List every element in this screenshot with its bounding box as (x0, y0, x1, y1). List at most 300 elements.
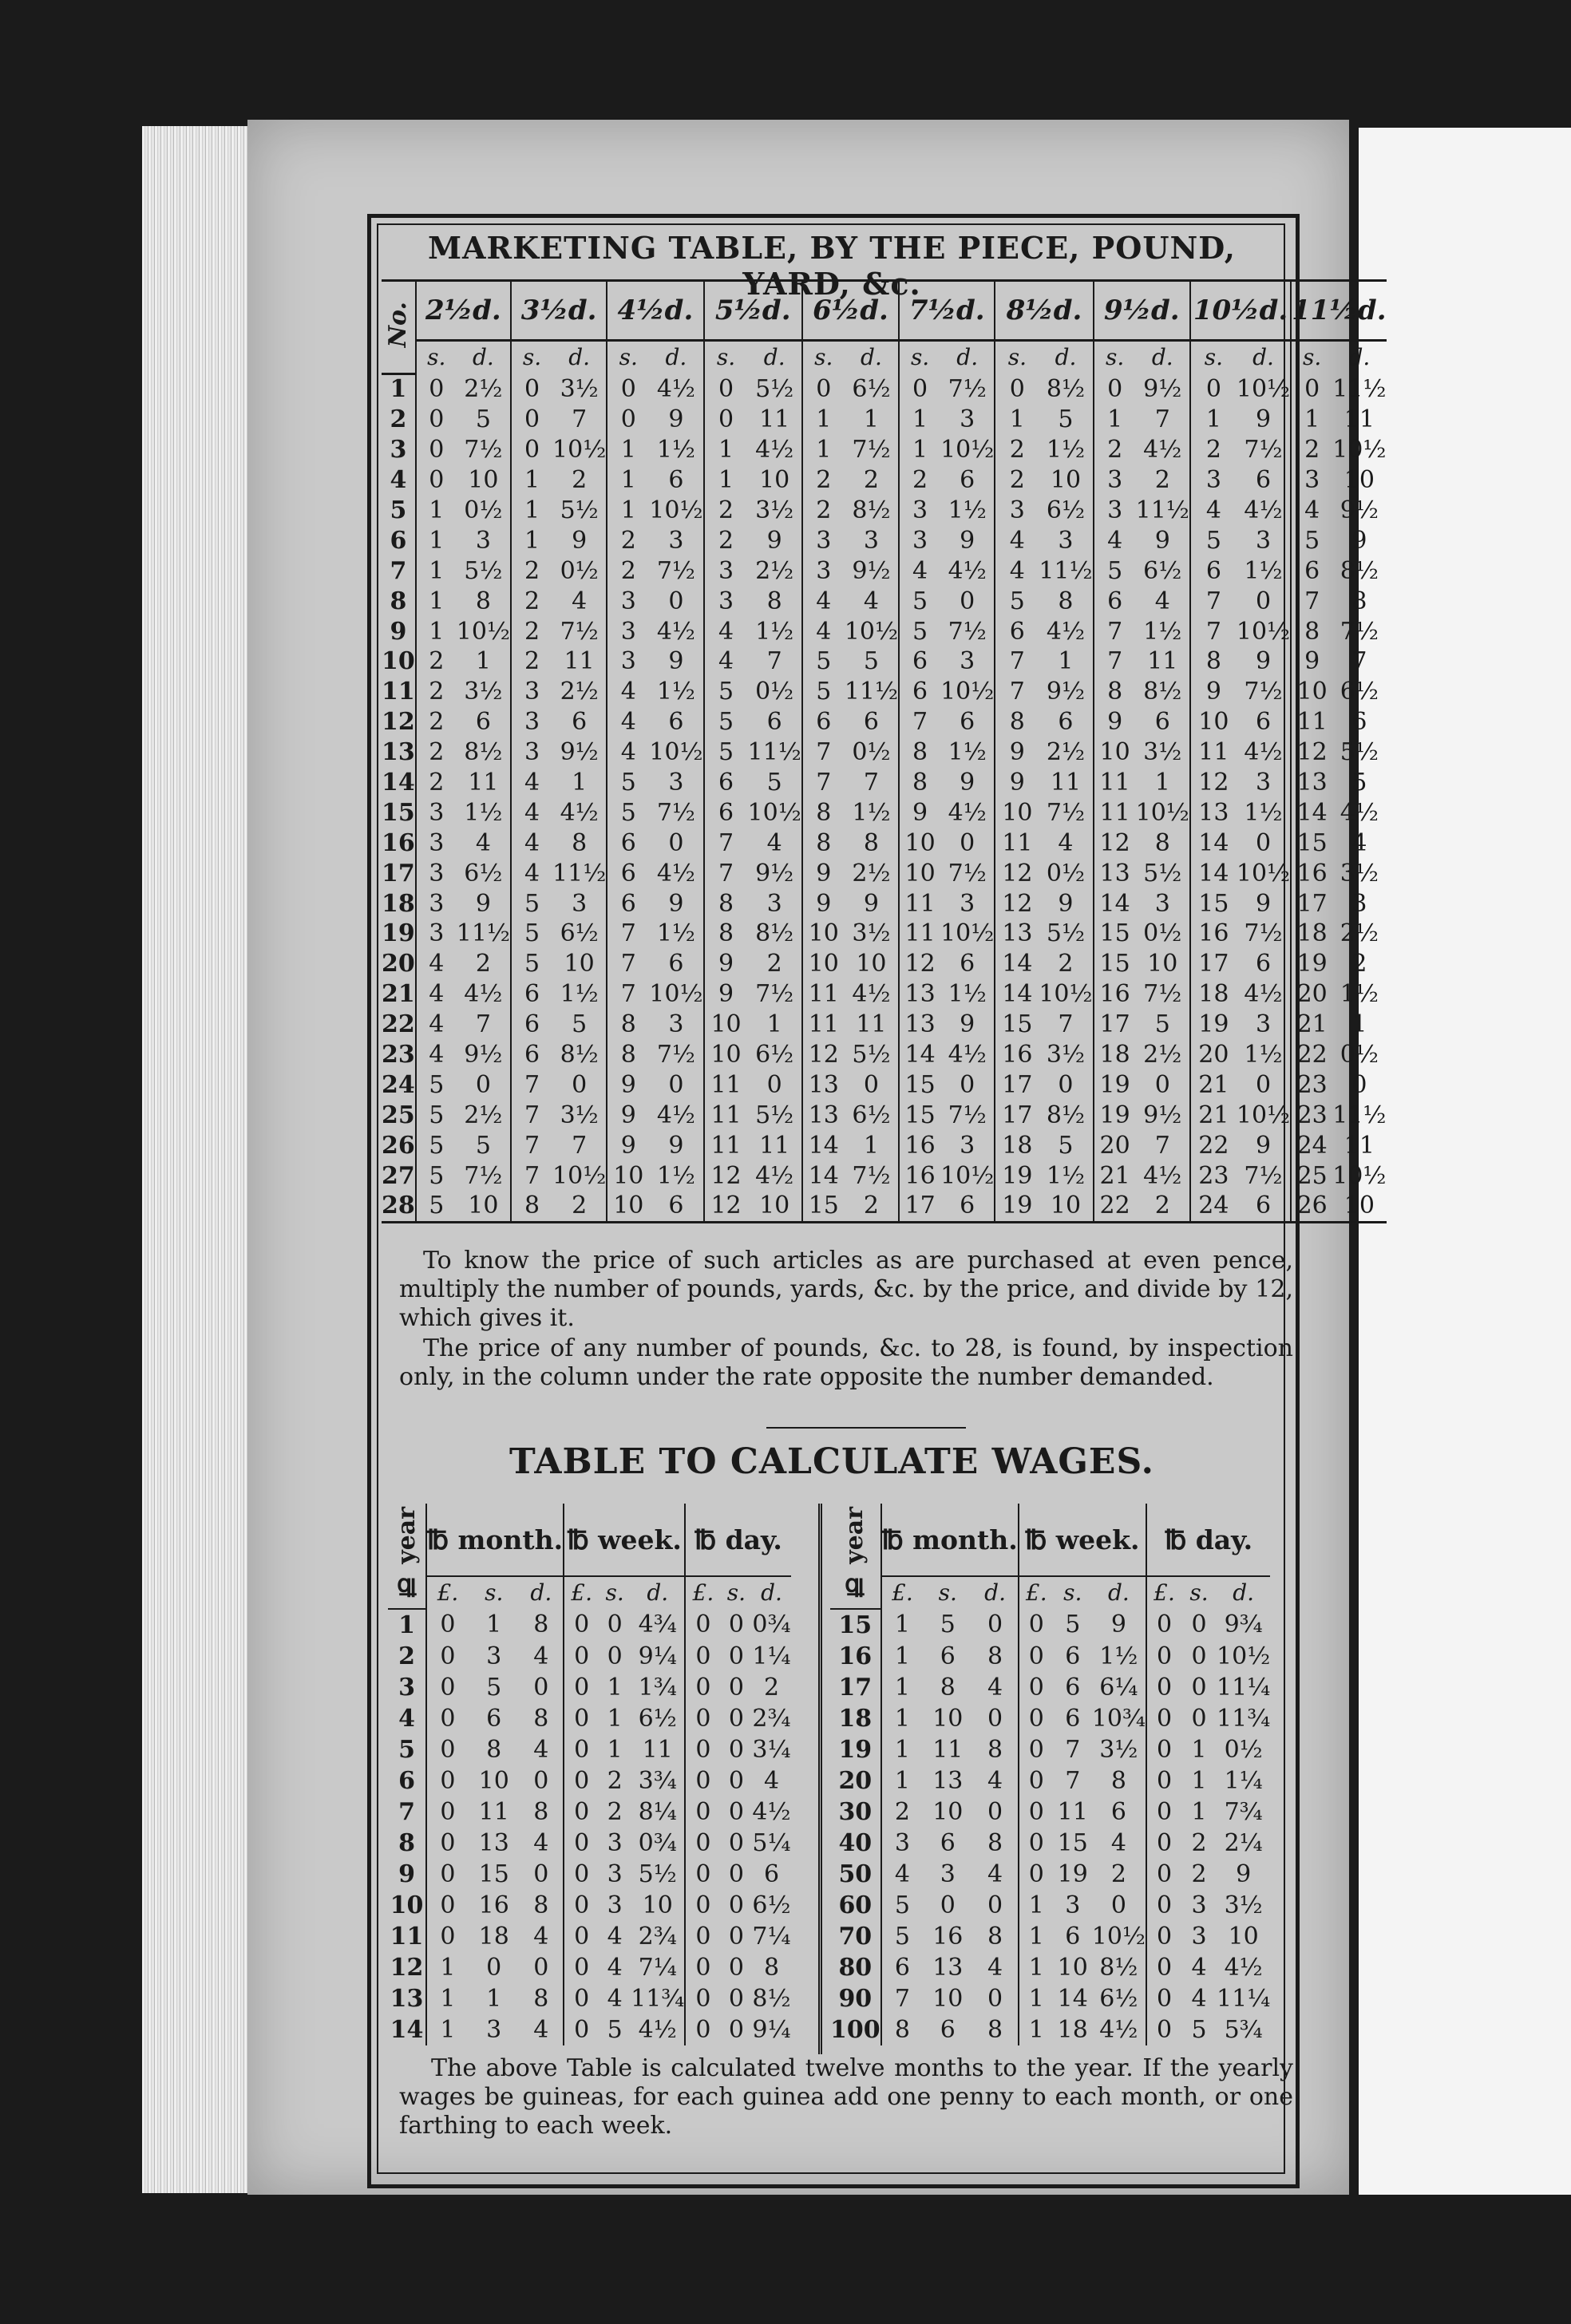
cell-shillings: 4 (995, 526, 1039, 556)
wage-value: 15 (478, 1860, 509, 1888)
cell-shillings: 1 (607, 465, 649, 496)
wage-value: 0 (1019, 1765, 1054, 1796)
cell-pence: 6 (766, 708, 782, 737)
row-number: 18 (382, 889, 415, 918)
wage-value: 10 (642, 1891, 673, 1919)
wage-value: 0 (1146, 1890, 1181, 1921)
cell-shillings: 7 (607, 949, 649, 979)
wage-value: 6 (940, 1828, 956, 1857)
per-day-header: ℔ day. (685, 1504, 790, 1576)
cell-pence: 5½ (464, 556, 503, 585)
wage-value: 1 (1019, 1890, 1054, 1921)
wage-value: 11 (642, 1735, 673, 1764)
cell-shillings: 2 (607, 556, 649, 587)
cell-shillings: 1 (607, 435, 649, 465)
cell-pence: 1½ (948, 496, 987, 524)
wage-value: 8 (533, 1797, 549, 1826)
cell-shillings: 1 (511, 465, 552, 496)
year-amount: 2 (398, 1642, 415, 1670)
table-row (382, 1010, 1387, 1040)
wage-value: 2 (881, 1796, 924, 1828)
cell-shillings: 4 (607, 677, 649, 707)
wage-value: 0 (685, 1796, 720, 1828)
wage-value: 0 (1146, 2014, 1181, 2045)
cell-pence: 2 (863, 466, 879, 495)
cell-shillings: 11 (899, 889, 940, 919)
cell-shillings: 24 (1291, 1131, 1332, 1161)
wage-value: 9¼ (752, 2015, 791, 2044)
cell-shillings: 4 (511, 859, 552, 889)
wage-value: 8 (763, 1953, 780, 1982)
cell-pence: 10½ (456, 617, 511, 646)
wage-value: 0 (1146, 1703, 1181, 1734)
cell-pence: 7½ (948, 859, 987, 887)
table-row (382, 828, 1387, 859)
cell-pence: 10 (457, 1192, 511, 1223)
wage-value: 7¼ (638, 1953, 677, 1982)
cell-shillings: 12 (1094, 828, 1136, 859)
wage-value: 14 (1057, 1984, 1088, 2013)
wage-value: 1 (881, 1765, 924, 1796)
cell-shillings: 23 (1291, 1101, 1332, 1131)
wage-value: 0 (728, 1673, 744, 1702)
wage-value: 3 (486, 1642, 502, 1670)
cell-pence: 5½ (1143, 859, 1182, 887)
cell-shillings: 6 (607, 859, 649, 889)
cell-shillings: 8 (802, 828, 845, 859)
cell-pence: 9½ (755, 859, 794, 887)
cell-pence: 5 (572, 1010, 588, 1039)
wage-value: 0 (685, 1859, 720, 1890)
cell-shillings: 4 (802, 587, 845, 617)
cell-shillings: 6 (511, 1010, 552, 1040)
cell-shillings: 6 (704, 798, 748, 828)
wage-value: 2¾ (752, 1704, 791, 1733)
cell-pence: 6 (668, 708, 684, 737)
cell-pence: 7½ (1244, 678, 1283, 706)
cell-pence: 10 (1332, 1192, 1386, 1223)
unit-d: d. (1233, 1579, 1255, 1606)
table-row (382, 979, 1387, 1010)
year-amount: 7 (398, 1797, 415, 1826)
cell-shillings: 18 (995, 1131, 1039, 1161)
cell-pence: 10½ (649, 496, 703, 524)
cell-shillings: 9 (1291, 647, 1332, 678)
cell-pence: 10 (564, 950, 595, 978)
row-number: 24 (382, 1070, 415, 1099)
cell-shillings: 0 (899, 374, 940, 405)
cell-pence: 6½ (852, 1101, 891, 1129)
cell-pence: 4½ (656, 1101, 695, 1129)
cell-pence: 2½ (1143, 1041, 1182, 1069)
year-amount: 1 (398, 1611, 415, 1639)
cell-pence: 3 (960, 647, 975, 676)
cell-shillings: 3 (704, 587, 748, 617)
wage-value: 4 (987, 1860, 1003, 1888)
cell-shillings: 0 (416, 405, 457, 435)
cell-pence: 4½ (1143, 436, 1182, 464)
cell-shillings: 8 (607, 1040, 649, 1070)
wage-value: 8 (987, 1828, 1003, 1857)
cell-pence: 7½ (1143, 980, 1182, 1009)
wage-value: 2 (1191, 1828, 1207, 1857)
table-row (388, 1890, 791, 1921)
row-number: 21 (382, 980, 415, 1009)
wage-value: 9 (1236, 1860, 1252, 1888)
wage-value: 10½ (1091, 1922, 1146, 1951)
cell-pence: 5½ (852, 1041, 891, 1069)
table-row (830, 1672, 1270, 1703)
cell-pence: 7 (863, 769, 879, 797)
cell-shillings: 0 (704, 374, 748, 405)
cell-pence: 11 (564, 647, 595, 676)
row-number: 19 (382, 919, 415, 948)
table-row (382, 465, 1387, 496)
cell-shillings: 17 (899, 1192, 940, 1223)
wage-value: 6 (1065, 1922, 1081, 1951)
unit-s: s. (1094, 341, 1136, 374)
cell-pence: 0 (1154, 1070, 1170, 1099)
cell-shillings: 3 (416, 889, 457, 919)
cell-shillings: 2 (1094, 435, 1136, 465)
wage-value: 11 (1057, 1797, 1088, 1826)
wage-value: 9 (1110, 1611, 1126, 1638)
wage-value: 5¾ (1224, 2015, 1263, 2044)
table-row (388, 1859, 791, 1890)
cell-shillings: 2 (416, 707, 457, 737)
cell-pence: 3 (960, 889, 975, 918)
cell-pence: 3½ (1340, 859, 1379, 887)
wage-value: 4 (763, 1766, 780, 1795)
cell-pence: 1½ (1340, 980, 1379, 1009)
wage-value: 10½ (1217, 1642, 1271, 1670)
cell-pence: 3 (960, 405, 975, 434)
cell-shillings: 21 (1291, 1010, 1332, 1040)
cell-pence: 6 (1237, 1192, 1291, 1223)
year-amount: 5 (398, 1735, 415, 1764)
cell-shillings: 8 (1094, 677, 1136, 707)
cell-shillings: 12 (704, 1192, 748, 1223)
wage-value: 4 (607, 1953, 623, 1982)
cell-shillings: 5 (416, 1131, 457, 1161)
wages-table-title: TABLE TO CALCULATE WAGES. (509, 1441, 1154, 1482)
cell-pence: 7½ (656, 798, 695, 827)
cell-pence: 0 (668, 828, 684, 857)
cell-pence: 6½ (1143, 556, 1182, 585)
cell-pence: 10 (1050, 466, 1082, 495)
wage-value: 5 (940, 1611, 956, 1638)
cell-pence: 3 (960, 1131, 975, 1160)
wage-value: 0¾ (752, 1611, 791, 1638)
row-number: 16 (382, 828, 415, 857)
cell-shillings: 7 (995, 677, 1039, 707)
cell-pence: 3 (1255, 769, 1272, 797)
cell-pence: 9 (1255, 647, 1272, 676)
wage-value: 5 (486, 1673, 502, 1702)
wage-value: 5 (881, 1921, 924, 1952)
cell-shillings: 7 (511, 1161, 552, 1192)
cell-pence: 0 (960, 587, 975, 615)
wage-value: 0 (1019, 1796, 1054, 1828)
unit-d: d. (1252, 344, 1274, 370)
wage-value: 1 (607, 1735, 623, 1764)
cell-pence: 10½ (940, 1161, 995, 1190)
cell-shillings: 15 (899, 1070, 940, 1101)
unit-d: d. (568, 344, 591, 370)
wage-value: 4 (987, 1673, 1003, 1702)
wage-value: 10 (932, 1797, 964, 1826)
cell-shillings: 14 (995, 949, 1039, 979)
cell-shillings: 5 (899, 587, 940, 617)
cell-pence: 6½ (852, 374, 891, 403)
cell-shillings: 3 (1190, 465, 1237, 496)
row-number: 6 (390, 526, 407, 555)
row-number: 25 (382, 1101, 415, 1129)
wage-value: 6 (940, 1642, 956, 1670)
table-row (388, 1703, 791, 1734)
wage-value: 8¼ (638, 1797, 677, 1826)
cell-pence: 9½ (1046, 678, 1086, 706)
table-row (382, 1131, 1387, 1161)
cell-pence: 9 (572, 526, 588, 555)
wage-value: 4½ (638, 2015, 677, 2044)
cell-pence: 0½ (1340, 1041, 1379, 1069)
wage-value: 0 (533, 1953, 549, 1982)
row-number: 20 (382, 950, 415, 978)
unit-l: £. (564, 1576, 599, 1609)
wage-value: 0 (685, 2014, 720, 2045)
cell-shillings: 0 (1190, 374, 1237, 405)
cell-shillings: 9 (995, 737, 1039, 768)
cell-shillings: 1 (416, 556, 457, 587)
cell-pence: 10½ (747, 798, 801, 827)
row-number: 23 (382, 1041, 415, 1069)
per-month-header: ℔ month. (426, 1504, 564, 1576)
rate-header: 3½d. (511, 281, 607, 341)
cell-pence: 8½ (1143, 678, 1182, 706)
cell-pence: 8 (863, 828, 879, 857)
cell-shillings: 2 (416, 737, 457, 768)
wage-value: 1 (881, 1703, 924, 1734)
cell-shillings: 10 (899, 859, 940, 889)
cell-shillings: 17 (995, 1070, 1039, 1101)
cell-shillings: 3 (704, 556, 748, 587)
cell-pence: 2½ (1046, 738, 1086, 767)
cell-shillings: 7 (607, 979, 649, 1010)
cell-pence: 8 (475, 587, 491, 615)
cell-shillings: 19 (1190, 1010, 1237, 1040)
wage-value: 0 (987, 1704, 1003, 1733)
cell-pence: 9 (1058, 889, 1074, 918)
wage-value: 0 (564, 1952, 599, 1983)
cell-pence: 6 (475, 708, 491, 737)
cell-pence: 0½ (852, 738, 891, 767)
wage-value: 6 (1065, 1673, 1081, 1702)
year-amount: 8 (398, 1828, 415, 1857)
cell-shillings: 13 (899, 1010, 940, 1040)
cell-shillings: 11 (704, 1070, 748, 1101)
wage-value: 7¼ (752, 1922, 791, 1951)
cell-pence: 4 (766, 828, 782, 857)
row-number: 5 (390, 496, 407, 524)
cell-shillings: 13 (802, 1101, 845, 1131)
wage-value: 1½ (1099, 1642, 1138, 1670)
cell-pence: 0 (1255, 828, 1272, 857)
table-row (830, 1828, 1270, 1859)
wage-value: 6 (486, 1704, 502, 1733)
wage-value: 7 (881, 1983, 924, 2014)
wage-value: 0 (1146, 1828, 1181, 1859)
year-amount: 40 (838, 1828, 873, 1857)
cell-pence: 11½ (1135, 496, 1189, 524)
year-amount: 16 (838, 1642, 873, 1670)
cell-shillings: 4 (1094, 526, 1136, 556)
cell-shillings: 5 (416, 1070, 457, 1101)
table-row (830, 1796, 1270, 1828)
cell-shillings: 22 (1291, 1040, 1332, 1070)
marketing-table (382, 279, 1387, 1223)
cell-shillings: 5 (1094, 556, 1136, 587)
cell-pence: 9 (960, 1010, 975, 1039)
wages-divider (818, 1504, 825, 2054)
wage-value: 0 (685, 1921, 720, 1952)
wage-value: 2¾ (638, 1922, 677, 1951)
wage-value: 19 (1057, 1860, 1088, 1888)
cell-shillings: 7 (1291, 587, 1332, 617)
year-amount: 90 (838, 1984, 873, 2013)
cell-shillings: 0 (416, 374, 457, 405)
cell-shillings: 19 (995, 1192, 1039, 1223)
wage-value: 0 (987, 1891, 1003, 1919)
cell-shillings: 17 (1190, 949, 1237, 979)
cell-shillings: 3 (416, 859, 457, 889)
table-row (830, 1734, 1270, 1765)
wage-value: 5 (881, 1890, 924, 1921)
cell-shillings: 9 (607, 1131, 649, 1161)
cell-pence: 3½ (560, 374, 599, 403)
wage-value: 8 (533, 1984, 549, 2013)
cell-pence: 1½ (1143, 617, 1182, 646)
table-row (382, 405, 1387, 435)
wage-value: 0 (486, 1953, 502, 1982)
year-amount: 9 (398, 1860, 415, 1888)
row-number: 28 (382, 1192, 416, 1223)
cell-shillings: 14 (802, 1161, 845, 1192)
wage-value: 1 (1191, 1766, 1207, 1795)
year-amount: 18 (838, 1704, 873, 1733)
cell-pence: 4½ (948, 556, 987, 585)
cell-shillings: 7 (1094, 617, 1136, 647)
table-row (382, 496, 1387, 526)
wage-value: 0 (685, 1672, 720, 1703)
cell-shillings: 9 (995, 768, 1039, 798)
wage-value: 5 (1065, 1611, 1081, 1638)
unit-d: d. (984, 1579, 1006, 1606)
wage-value: 7 (1065, 1766, 1081, 1795)
cell-pence: 0 (960, 828, 975, 857)
cell-shillings: 4 (511, 828, 552, 859)
cell-shillings: 6 (704, 768, 748, 798)
cell-shillings: 14 (1094, 889, 1136, 919)
cell-shillings: 2 (416, 647, 457, 678)
cell-pence: 0½ (755, 678, 794, 706)
wage-value: 1 (1019, 1921, 1054, 1952)
wage-value: 6 (1065, 1642, 1081, 1670)
cell-shillings: 0 (511, 374, 552, 405)
cell-shillings: 1 (416, 496, 457, 526)
wage-value: 16 (932, 1922, 964, 1951)
cell-pence: 4½ (1244, 980, 1283, 1009)
cell-shillings: 5 (607, 798, 649, 828)
wage-value: 2 (1191, 1860, 1207, 1888)
wage-value: 1 (426, 2014, 469, 2045)
wage-value: 3 (607, 1891, 623, 1919)
cell-shillings: 0 (511, 405, 552, 435)
cell-shillings: 22 (1190, 1131, 1237, 1161)
cell-pence: 7½ (560, 617, 599, 646)
wage-value: 18 (478, 1922, 509, 1951)
cell-pence: 9 (863, 889, 879, 918)
cell-pence: 1 (1351, 1010, 1367, 1039)
wage-value: 0 (685, 1609, 720, 1641)
wage-value: 3 (881, 1828, 924, 1859)
wage-value: 10 (932, 1704, 964, 1733)
cell-shillings: 2 (511, 556, 552, 587)
wage-value: 0 (564, 1890, 599, 1921)
wage-value: 1 (426, 1952, 469, 1983)
facing-page (1359, 128, 1571, 2195)
cell-shillings: 15 (1094, 919, 1136, 950)
unit-s: s. (1291, 341, 1332, 374)
rate-header: 6½d. (802, 281, 899, 341)
year-amount: 80 (838, 1953, 873, 1982)
wage-value: 0 (987, 1984, 1003, 2013)
cell-pence: 5 (475, 1131, 491, 1160)
wage-value: 4 (533, 1828, 549, 1857)
wage-value: 1 (607, 1673, 623, 1702)
rate-header: 8½d. (995, 281, 1093, 341)
wage-value: 0 (1146, 1765, 1181, 1796)
wage-value: 0 (426, 1890, 469, 1921)
cell-shillings: 13 (1190, 798, 1237, 828)
cell-pence: 9½ (852, 556, 891, 585)
cell-shillings: 7 (899, 707, 940, 737)
cell-pence: 8 (766, 587, 782, 615)
cell-pence: 2½ (755, 556, 794, 585)
wage-value: 0 (1146, 1952, 1181, 1983)
cell-shillings: 10 (802, 949, 845, 979)
cell-shillings: 5 (416, 1161, 457, 1192)
wage-value: 11 (478, 1797, 509, 1826)
cell-shillings: 12 (995, 859, 1039, 889)
per-day-header: ℔ day. (1146, 1504, 1270, 1576)
cell-pence: 8½ (1340, 556, 1379, 585)
cell-shillings: 18 (1190, 979, 1237, 1010)
row-number: 8 (390, 587, 407, 615)
rate-header: 4½d. (607, 281, 703, 341)
cell-shillings: 8 (704, 889, 748, 919)
cell-pence: 11 (759, 1131, 790, 1160)
wage-value: 0 (685, 1983, 720, 2014)
cell-pence: 1½ (656, 678, 695, 706)
cell-shillings: 3 (416, 798, 457, 828)
cell-pence: 6 (960, 466, 975, 495)
year-amount: 12 (390, 1953, 424, 1982)
wage-value: 3 (607, 1860, 623, 1888)
cell-shillings: 5 (416, 1192, 457, 1223)
cell-pence: 9 (1255, 1131, 1272, 1160)
cell-shillings: 6 (802, 707, 845, 737)
